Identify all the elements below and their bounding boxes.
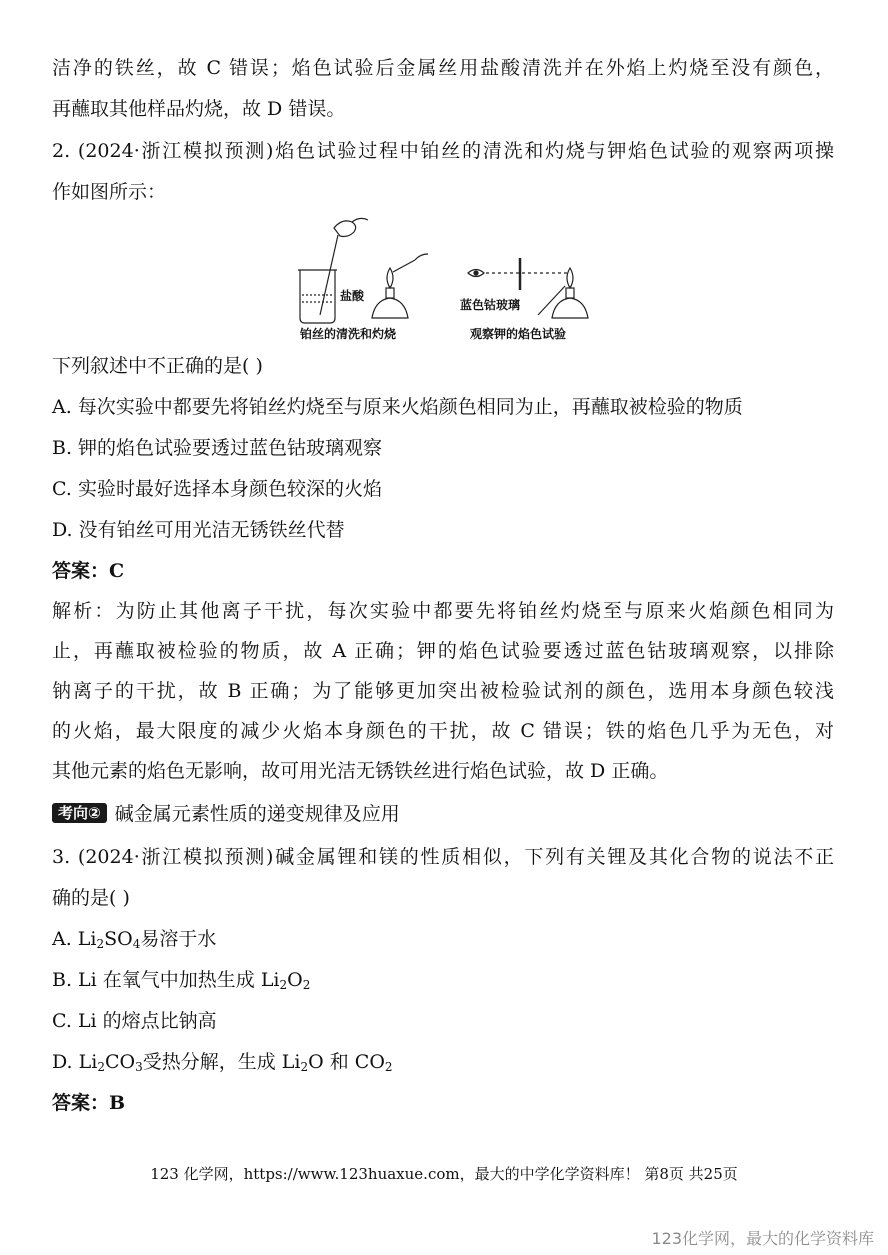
q3d-mid-3: O 和 CO — [308, 1051, 385, 1073]
q2-analysis-line-5: 其他元素的焰色无影响，故可用光洁无锈铁丝进行焰色试验，故 D 正确。 — [52, 760, 669, 782]
q2-option-a: A. 每次实验中都要先将铂丝灼烧至与原来火焰颜色相同为止，再蘸取被检验的物质 — [52, 396, 743, 418]
q2-prompt: 下列叙述中不正确的是( ) — [52, 355, 263, 377]
q3a-sub-2: 4 — [132, 937, 141, 951]
cleaning-apparatus-illustration — [298, 218, 428, 323]
q3-option-d — [52, 1048, 393, 1076]
section-heading — [52, 800, 400, 828]
q3d-sub-3: 2 — [300, 1060, 309, 1074]
q3d-sub-1: 2 — [97, 1060, 105, 1074]
q3b-sub-1: 2 — [279, 978, 288, 992]
q3d-sub-4: 2 — [384, 1060, 393, 1074]
q3b-sub-2: 2 — [302, 978, 311, 992]
q3-option-a — [52, 925, 216, 953]
flame-test-figure — [290, 210, 600, 345]
watermark: 123化学网，最大的化学资料库 — [651, 1229, 874, 1248]
q2-analysis-line-3: 钠离子的干扰，故 B 正确；为了能够更加突出被检验试剂的颜色，选用本身颜色较浅 — [52, 680, 834, 702]
q3d-sub-2: 3 — [135, 1060, 143, 1074]
q3-option-c: C. Li 的熔点比钠高 — [52, 1010, 217, 1032]
q2-option-c: C. 实验时最好选择本身颜色较深的火焰 — [52, 478, 382, 500]
intro-line-2: 再蘸取其他样品灼烧，故 D 错误。 — [52, 98, 346, 120]
q3d-mid-2: 受热分解，生成 Li — [142, 1051, 301, 1073]
section-title: 碱金属元素性质的递变规律及应用 — [114, 803, 400, 825]
q3d-pre: D. Li — [52, 1051, 98, 1073]
intro-line-1: 洁净的铁丝，故 C 错误；焰色试验后金属丝用盐酸清洗并在外焰上灼烧至没有颜色， — [52, 57, 834, 79]
page-footer: 123 化学网，https://www.123huaxue.com，最大的中学化学资料库！ 第8页 共25页 — [150, 1165, 738, 1183]
q3a-sub-1: 2 — [96, 937, 105, 951]
caption-left: 铂丝的清洗和灼烧 — [300, 327, 397, 341]
q3-stem-line-1: 3. (2024·浙江模拟预测)碱金属锂和镁的性质相似，下列有关锂及其化合物的说法不正 — [52, 846, 834, 868]
q2-stem-line-2: 作如图所示： — [52, 181, 167, 203]
q3-stem-line-2: 确的是( ) — [52, 887, 130, 909]
q2-answer: 答案：C — [52, 560, 125, 582]
q2-analysis-line-2: 止，再蘸取被检验的物质，故 A 正确；钾的焰色试验要透过蓝色钴玻璃观察，以排除 — [52, 640, 834, 662]
q3-answer: 答案：B — [52, 1092, 126, 1114]
q3a-mid: SO — [104, 928, 133, 950]
q2-option-d: D. 没有铂丝可用光洁无锈铁丝代替 — [52, 519, 345, 541]
q3-option-b — [52, 966, 310, 994]
q3b-mid: O — [287, 969, 303, 991]
q3b-pre: B. Li 在氧气中加热生成 Li — [52, 969, 280, 991]
label-hcl: 盐酸 — [340, 289, 365, 303]
q3a-pre: A. Li — [52, 928, 97, 950]
q3a-post: 易溶于水 — [140, 928, 217, 950]
label-cobalt-glass: 蓝色钴玻璃 — [460, 298, 521, 312]
caption-right: 观察钾的焰色试验 — [470, 327, 567, 341]
q3d-mid: CO — [104, 1051, 136, 1073]
q2-option-b: B. 钾的焰色试验要透过蓝色钴玻璃观察 — [52, 437, 383, 459]
q2-analysis-line-4: 的火焰，最大限度的减少火焰本身颜色的干扰，故 C 错误；铁的焰色几乎为无色，对 — [52, 720, 834, 742]
section-tag: 考向② — [52, 803, 107, 823]
q2-stem-line-1: 2. (2024·浙江模拟预测)焰色试验过程中铂丝的清洗和灼烧与钾焰色试验的观察两项操 — [52, 140, 834, 162]
q2-analysis-line-1: 解析：为防止其他离子干扰，每次实验中都要先将铂丝灼烧至与原来火焰颜色相同为 — [52, 600, 834, 622]
